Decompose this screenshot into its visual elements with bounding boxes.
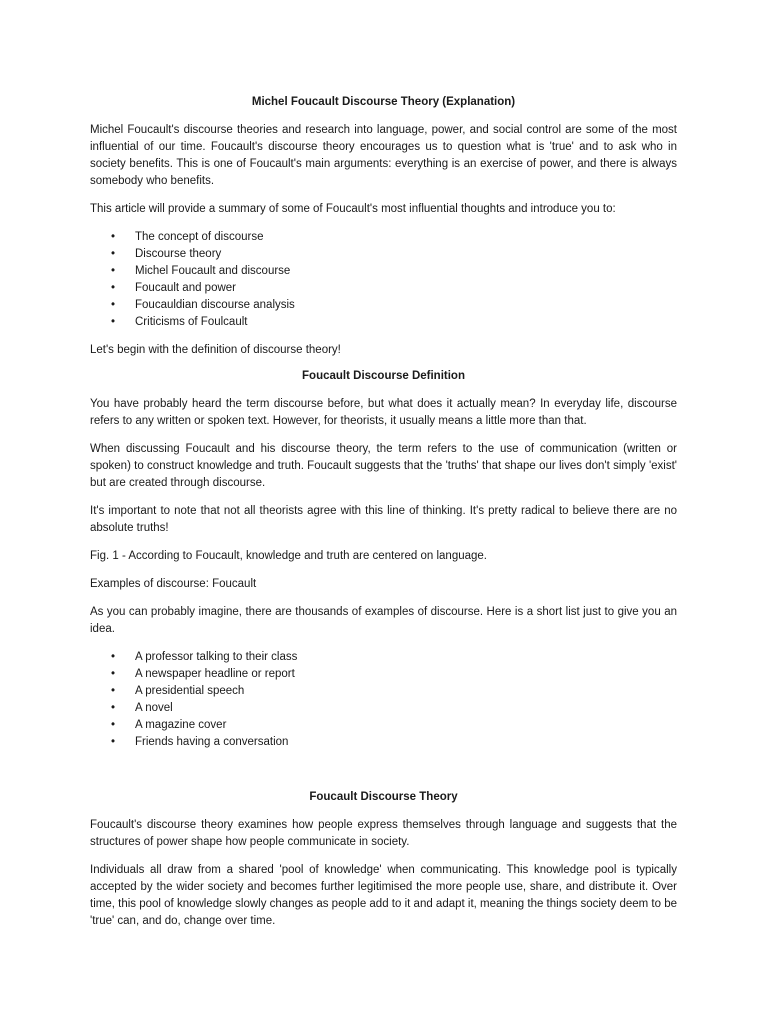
list-item: • Foucault and power xyxy=(90,280,677,297)
list-item: • Michel Foucault and discourse xyxy=(90,263,677,280)
list-item: • The concept of discourse xyxy=(90,229,677,246)
list-item: • A professor talking to their class xyxy=(90,649,677,666)
list-item: • Discourse theory xyxy=(90,246,677,263)
theory-paragraph-1: Foucault's discourse theory examines how people express themselves through language and suggests that the structures of power shape how people communicate in society. xyxy=(90,819,677,848)
list-item: • A newspaper headline or report xyxy=(90,666,677,683)
page-title: Michel Foucault Discourse Theory (Explanation) xyxy=(251,96,516,108)
definition-paragraph-2: When discussing Foucault and his discourse theory, the term refers to the use of communication (written or spoken) to construct knowledge and truth. Foucault suggests that the 'truths' that shape our lives don't simply 'exist' but are created through discourse. xyxy=(90,443,677,489)
figure-caption: Fig. 1 - According to Foucault, knowledge and truth are centered on language. xyxy=(90,550,488,562)
intro-paragraph-2: This article will provide a summary of some of Foucault's most influential thoughts and introduce you to: xyxy=(90,203,616,215)
examples-list xyxy=(90,649,677,751)
intro-paragraph-3: Let's begin with the definition of discourse theory! xyxy=(90,344,341,356)
topics-list xyxy=(90,229,677,331)
list-item: • Foucauldian discourse analysis xyxy=(90,297,677,314)
section-heading-definition: Foucault Discourse Definition xyxy=(302,370,465,382)
list-item: • A magazine cover xyxy=(90,717,677,734)
document-body xyxy=(90,92,677,930)
definition-paragraph-1: You have probably heard the term discourse before, but what does it actually mean? In everyday life, discourse refers to any written or spoken text. However, for theorists, it usually means a little more than that. xyxy=(90,398,677,427)
list-item: • Friends having a conversation xyxy=(90,734,677,751)
examples-label: Examples of discourse: Foucault xyxy=(90,578,257,590)
list-item: • A novel xyxy=(90,700,677,717)
section-heading-theory: Foucault Discourse Theory xyxy=(309,791,458,803)
examples-intro-paragraph: As you can probably imagine, there are thousands of examples of discourse. Here is a short list just to give you an idea. xyxy=(90,606,677,635)
theory-paragraph-2: Individuals all draw from a shared 'pool of knowledge' when communicating. This knowledge pool is typically accepted by the wider society and becomes further legitimised the more people use, share, and distribute it. Over time, this pool of knowledge slowly changes as people add to it and adapt it, meaning the things society deem to be 'true' can, and do, change over time. xyxy=(90,864,677,927)
intro-paragraph-1: Michel Foucault's discourse theories and research into language, power, and social control are some of the most influential of our time. Foucault's discourse theory encourages us to question what is 'true' and to ask who in society benefits. This is one of Foucault's main arguments: everything is an exercise of power, and there is always somebody who benefits. xyxy=(90,124,677,187)
list-item: • Criticisms of Foulcault xyxy=(90,314,677,331)
list-item: • A presidential speech xyxy=(90,683,677,700)
definition-paragraph-3: It's important to note that not all theorists agree with this line of thinking. It's pretty radical to believe there are no absolute truths! xyxy=(90,505,677,534)
